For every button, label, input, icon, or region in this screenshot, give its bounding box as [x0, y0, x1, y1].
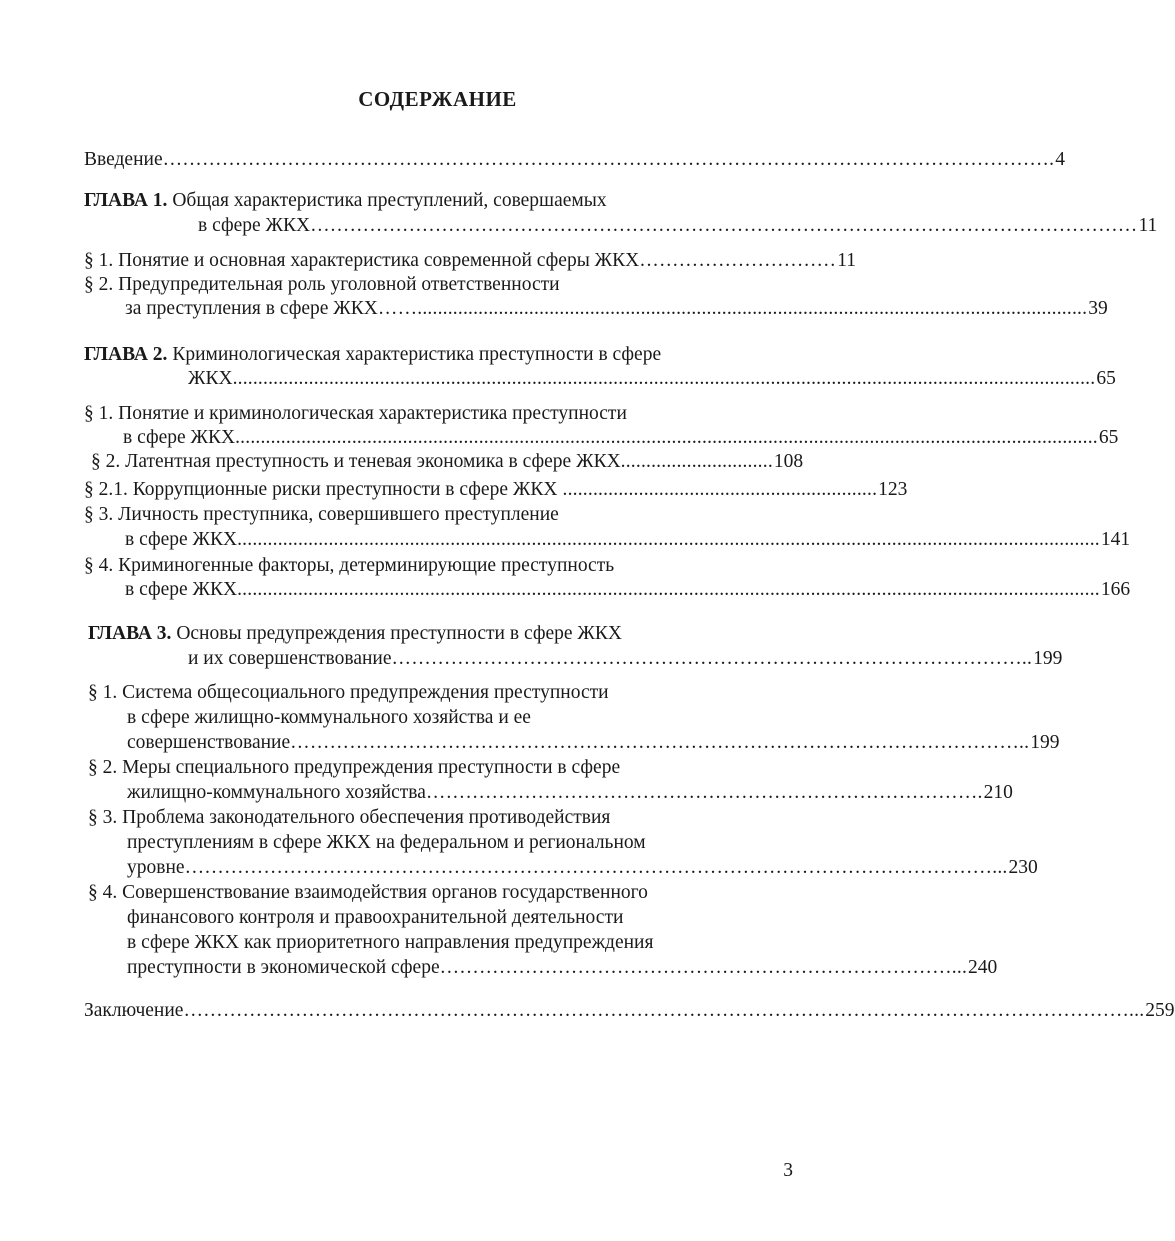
toc-entry-2-2[interactable] — [91, 450, 804, 474]
toc-entry-3-1-line2: в сфере жилищно-коммунального хозяйства и ее — [127, 707, 531, 728]
entry-page: 39 — [1088, 298, 1108, 319]
toc-entry-1-1[interactable] — [84, 249, 857, 273]
entry-page: 259 — [1145, 1000, 1175, 1021]
leader-dots: .......................................................................................................................................................................... — [237, 579, 1100, 600]
chapter-title: Криминологическая характеристика преступности в сфере — [172, 344, 662, 365]
toc-entry-2-2-1[interactable] — [84, 478, 908, 502]
toc-entry-3-4[interactable] — [127, 956, 998, 980]
leader-dots: ……………………………………………………………………………………………………………... — [184, 857, 1008, 878]
entry-text: жилищно-коммунального хозяйства — [127, 782, 426, 803]
entry-text: § 2. Латентная преступность и теневая экономика в сфере ЖКХ — [91, 451, 621, 472]
toc-entry-chapter-2[interactable] — [188, 367, 1116, 391]
entry-text: за преступления в сфере ЖКХ — [125, 298, 378, 319]
leader-dots: .......................................................................................................................................................................... — [235, 427, 1098, 448]
entry-page: 11 — [1138, 215, 1158, 236]
leader-dots: .......................................................................................................................................................................... — [237, 529, 1100, 550]
chapter-title: Основы предупреждения преступности в сфере ЖКХ — [176, 623, 622, 644]
toc-entry-chapter-3[interactable] — [188, 647, 1063, 671]
toc-entry-3-4-line2: финансового контроля и правоохранительной деятельности — [127, 907, 624, 928]
entry-page: 65 — [1096, 368, 1116, 389]
entry-page: 108 — [773, 451, 804, 472]
toc-entry-3-3[interactable] — [127, 856, 1038, 880]
entry-text: в сфере ЖКХ — [123, 427, 236, 448]
leader-dots: .............................................................. — [557, 479, 878, 500]
entry-text: в сфере ЖКХ — [125, 529, 238, 550]
leader-dots: .......................................................................................................................................................................... — [232, 368, 1096, 389]
leader-dots: ………………………… — [639, 250, 837, 271]
chapter-label: ГЛАВА 1. — [84, 190, 168, 211]
chapter-label: ГЛАВА 2. — [84, 344, 168, 365]
entry-text: преступности в экономической сфере — [127, 957, 440, 978]
entry-page: 210 — [983, 782, 1013, 803]
leader-dots: ………………………………………………………………………………………………………………………………... — [183, 1000, 1145, 1021]
toc-entry-3-4-line3: в сфере ЖКХ как приоритетного направления предупреждения — [127, 932, 654, 953]
toc-entry-intro[interactable] — [84, 148, 1065, 172]
toc-entry-2-3-line1: § 3. Личность преступника, совершившего преступление — [84, 504, 559, 525]
entry-page: 65 — [1098, 427, 1119, 448]
leader-dots: …….................................................................................................................................... — [377, 298, 1088, 319]
entry-text: Введение — [84, 149, 163, 170]
leader-dots: ……………………………………………………………………... — [439, 957, 968, 978]
leader-dots: ………………………………………………………………………………………………….. — [290, 732, 1030, 753]
entry-page: 199 — [1033, 648, 1063, 669]
entry-page: 166 — [1100, 579, 1131, 600]
toc-entry-2-1-line1: § 1. Понятие и криминологическая характеристика преступности — [84, 403, 627, 424]
toc-entry-3-2[interactable] — [127, 781, 1013, 805]
entry-page: 141 — [1100, 529, 1131, 550]
toc-entry-3-2-line1: § 2. Меры специального предупреждения преступности в сфере — [88, 757, 621, 778]
chapter-title: Общая характеристика преступлений, совершаемых — [172, 190, 607, 211]
entry-text: § 2.1. Коррупционные риски преступности в сфере ЖКХ — [84, 479, 558, 500]
chapter-3-heading — [88, 622, 622, 646]
toc-entry-3-1[interactable] — [127, 731, 1060, 755]
entry-page: 199 — [1030, 732, 1060, 753]
entry-page: 240 — [968, 957, 998, 978]
chapter-1-heading — [84, 189, 607, 213]
toc-entry-chapter-1[interactable] — [198, 214, 1158, 238]
entry-text: ЖКХ — [188, 368, 233, 389]
toc-entry-1-2[interactable] — [125, 297, 1108, 321]
toc-entry-2-4-line1: § 4. Криминогенные факторы, детерминирующие преступность — [84, 555, 615, 576]
toc-entry-2-1[interactable] — [123, 426, 1119, 450]
toc-entry-2-3[interactable] — [125, 528, 1131, 552]
leader-dots: .............................. — [620, 451, 773, 472]
toc-entry-2-4[interactable] — [125, 578, 1131, 602]
entry-text: § 1. Понятие и основная характеристика современной сферы ЖКХ — [84, 250, 640, 271]
leader-dots: …………………………………………………………………………. — [425, 782, 983, 803]
entry-text: в сфере ЖКХ — [125, 579, 238, 600]
toc-entry-3-3-line1: § 3. Проблема законодательного обеспечения противодействия — [88, 807, 611, 828]
entry-text: совершенствование — [127, 732, 291, 753]
leader-dots: ……………………………………………………………………………………………………………… — [310, 215, 1138, 236]
toc-title: СОДЕРЖАНИЕ — [358, 87, 517, 111]
entry-text: уровне — [127, 857, 185, 878]
toc-entry-1-2-line1: § 2. Предупредительная роль уголовной ответственности — [84, 274, 560, 295]
entry-text: и их совершенствование — [188, 648, 392, 669]
toc-entry-conclusion[interactable] — [84, 999, 1175, 1023]
page-number: 3 — [783, 1160, 793, 1181]
chapter-2-heading — [84, 343, 661, 367]
toc-entry-3-1-line1: § 1. Система общесоциального предупреждения преступности — [88, 682, 609, 703]
leader-dots: …………………………………………………………………………………….. — [391, 648, 1033, 669]
toc-entry-3-4-line1: § 4. Совершенствование взаимодействия органов государственного — [88, 882, 648, 903]
entry-text: Заключение — [84, 1000, 184, 1021]
chapter-label: ГЛАВА 3. — [88, 623, 172, 644]
entry-page: 4 — [1055, 149, 1065, 170]
entry-page: 123 — [878, 479, 908, 500]
toc-entry-3-3-line2: преступлениям в сфере ЖКХ на федеральном и региональном — [127, 832, 646, 853]
leader-dots: ………………………………………………………………………………………………………………………. — [162, 149, 1055, 170]
entry-text: в сфере ЖКХ — [198, 215, 311, 236]
entry-page: 11 — [837, 250, 857, 271]
entry-page: 230 — [1008, 857, 1038, 878]
